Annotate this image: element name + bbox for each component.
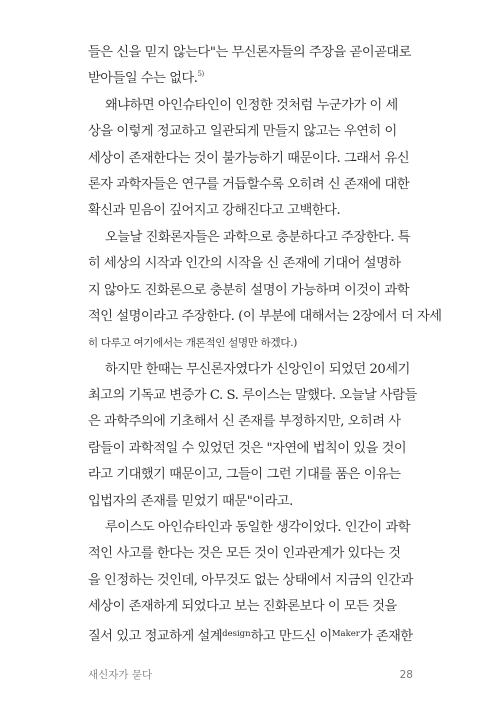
text-line: 세상이 존재한다는 것이 불가능하기 때문이다. 그래서 유신 bbox=[88, 150, 410, 166]
text-line: 적인 사고를 한다는 것은 모든 것이 인과관계가 있다는 것 bbox=[88, 546, 401, 562]
text-line: 적인 설명이라고 주장한다. (이 부분에 대해서는 2장에서 더 자세 bbox=[88, 308, 442, 324]
text-line: 지 않아도 진화론으로 충분히 설명이 가능하며 이것이 과학 bbox=[88, 282, 410, 298]
page-number: 28 bbox=[399, 669, 413, 681]
text-line: 히 다루고 여기에서는 개론적인 설명만 하겠다.) bbox=[88, 337, 298, 350]
text-line: 질서 있고 정교하게 설계$^{design}$하고 만드신 이$^{Maker}$가 존재한 bbox=[88, 628, 413, 644]
text-line: 을 인정하는 것인데, 아무것도 없는 상태에서 지금의 인간과 bbox=[88, 572, 413, 588]
text-line: 오늘날 진화론자들은 과학으로 충분하다고 주장한다. 특 bbox=[105, 229, 411, 245]
text-line: 받아들일 수는 없다.$^{5)}$ bbox=[88, 70, 204, 87]
text-line: 세상이 존재하게 되었다고 보는 진화론보다 이 모든 것을 bbox=[88, 599, 397, 615]
text-line: 은 과학주의에 기초해서 신 존재를 부정하지만, 오히려 사 bbox=[88, 414, 401, 430]
page-footer bbox=[88, 666, 413, 684]
text-line: 상을 이렇게 정교하고 일관되게 만들지 않고는 우연히 이 bbox=[88, 124, 397, 140]
text-line: 들은 신을 믿지 않는다"는 무신론자들의 주장을 곧이곧대로 bbox=[88, 45, 412, 60]
text-line: 하지만 한때는 무신론자였다가 신앙인이 되었던 20세기 bbox=[105, 361, 410, 377]
text-line: 최고의 기독교 변증가 C. S. 루이스는 말했다. 오늘날 사람들 bbox=[88, 388, 417, 404]
text-line: 루이스도 아인슈타인과 동일한 생각이었다. 인간이 과학 bbox=[105, 520, 411, 536]
gloss-design: design bbox=[222, 628, 251, 639]
text-line: 왜냐하면 아인슈타인이 인정한 것처럼 누군가가 이 세 bbox=[105, 97, 398, 113]
book-title: 새신자가 묻다 bbox=[88, 669, 153, 681]
text-line: 확신과 믿음이 깊어지고 강해진다고 고백한다. bbox=[88, 203, 341, 219]
text-line: 론자 과학자들은 연구를 거듭할수록 오히려 신 존재에 대한 bbox=[88, 176, 410, 192]
page-body bbox=[88, 40, 442, 647]
text-line: 히 세상의 시작과 인간의 시작을 신 존재에 기대어 설명하 bbox=[88, 256, 401, 272]
text-line: 람들이 과학적일 수 있었던 것은 "자연에 법칙이 있을 것이 bbox=[88, 440, 407, 456]
text-line: 라고 기대했기 때문이고, 그들이 그런 기대를 품은 이유는 bbox=[88, 467, 401, 483]
text-line: 입법자의 존재를 믿었기 때문"이라고. bbox=[88, 493, 293, 509]
footnote-ref[interactable]: 5) bbox=[197, 70, 204, 79]
gloss-maker: Maker bbox=[331, 628, 360, 639]
